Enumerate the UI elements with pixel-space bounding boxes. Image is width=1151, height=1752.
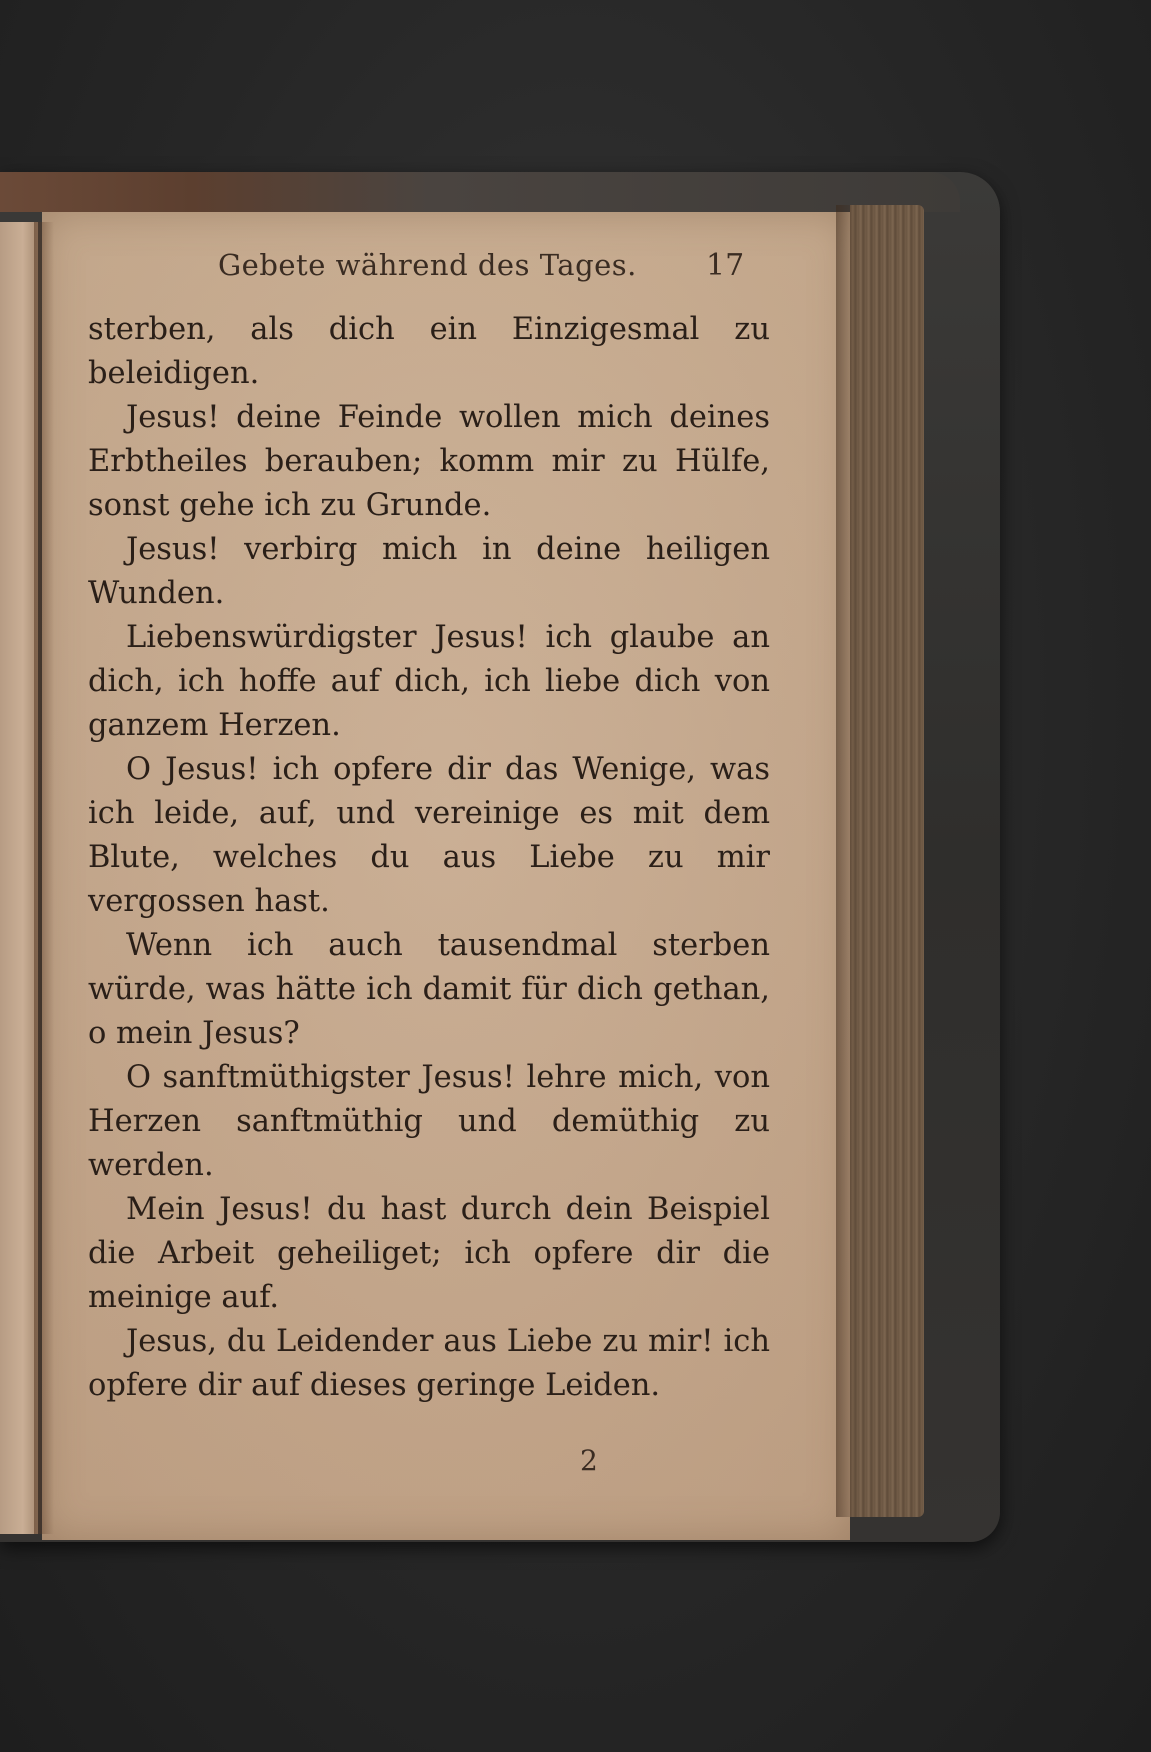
paragraph: Jesus! verbirg mich in deine heiligen Wunden. xyxy=(88,532,770,611)
page-header xyxy=(42,248,850,288)
book-page xyxy=(42,212,850,1540)
page-fore-edge xyxy=(850,205,924,1517)
paragraph: Liebenswürdigster Jesus! ich glaube an dich, ich hoffe auf dich, ich liebe dich von ganzem Herzen. xyxy=(88,620,770,743)
paragraph: Wenn ich auch tausendmal sterben würde, was hätte ich damit für dich gethan, o mein Jesus? xyxy=(88,928,770,1051)
book-cover-top-edge xyxy=(0,172,960,212)
signature-mark: 2 xyxy=(580,1444,598,1477)
paragraph: Jesus! deine Feinde wollen mich deines Erbtheiles berauben; komm mir zu Hülfe, sonst gehe ich zu Grunde. xyxy=(88,400,770,523)
fore-edge-shadow xyxy=(836,205,854,1517)
left-page-edge xyxy=(0,222,38,1534)
page-number: 17 xyxy=(706,248,745,283)
paragraph: Jesus, du Leidender aus Liebe zu mir! ich opfere dir auf dieses geringe Leiden. xyxy=(88,1324,770,1403)
gutter-shadow xyxy=(34,222,54,1534)
paragraph: O sanftmüthigster Jesus! lehre mich, von Herzen sanftmüthig und demüthig zu werden. xyxy=(88,1060,770,1183)
paragraph: O Jesus! ich opfere dir das Wenige, was ich leide, auf, und vereinige es mit dem Blute, welches du aus Liebe zu mir vergossen hast. xyxy=(88,752,770,919)
paragraph: Mein Jesus! du hast durch dein Beispiel die Arbeit geheiliget; ich opfere dir die meinige auf. xyxy=(88,1192,770,1315)
prayer-text xyxy=(88,308,770,1408)
paragraph: sterben, als dich ein Einzigesmal zu beleidigen. xyxy=(88,312,770,391)
running-title: Gebete während des Tages. xyxy=(218,248,637,282)
